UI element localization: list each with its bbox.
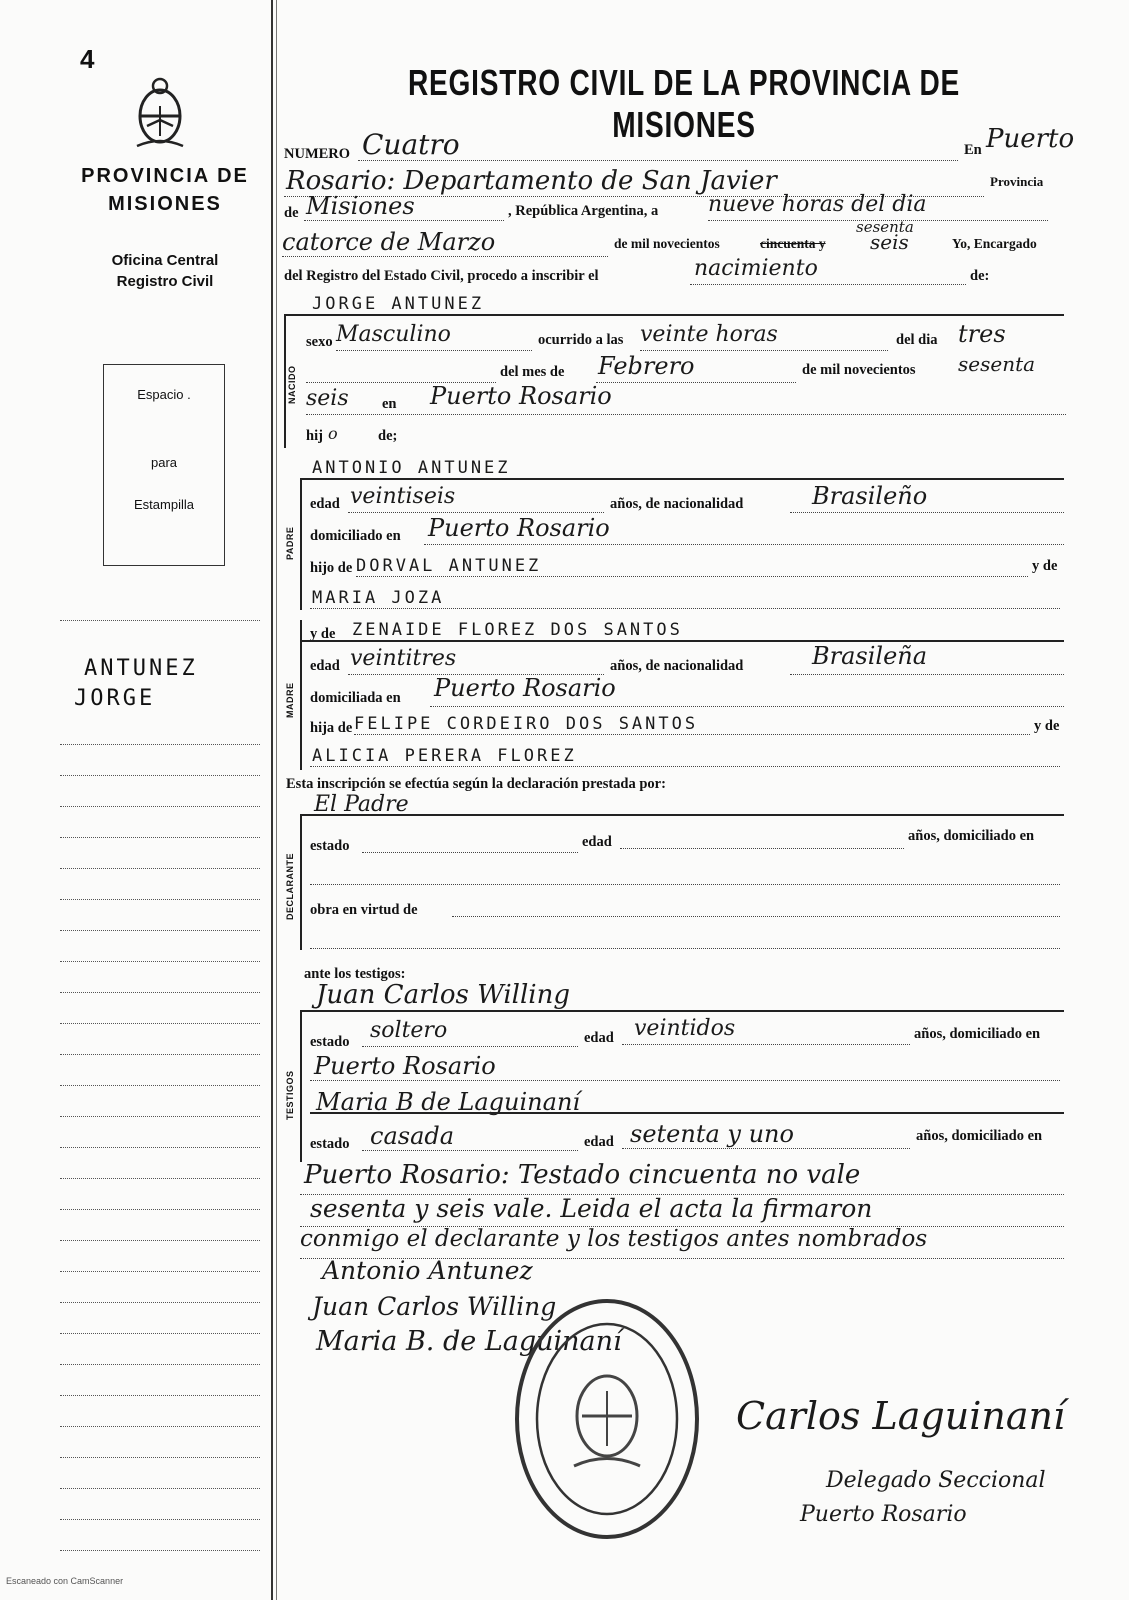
padre-section-label: PADRE: [285, 526, 295, 560]
margin-line: [60, 1023, 260, 1024]
obra-label: obra en virtud de: [310, 902, 418, 918]
officer-signature: Carlos Laguinaní: [736, 1394, 1066, 1438]
margin-line: [60, 1395, 260, 1396]
margin-line: [60, 899, 260, 900]
lugar-value: Puerto Rosario: [430, 382, 612, 410]
madre-edad-label: edad: [310, 658, 340, 674]
margin-line: [60, 1364, 260, 1365]
padre-anios-label: años, de nacionalidad: [610, 496, 744, 512]
numero-value: Cuatro: [362, 128, 460, 161]
sexo-value: Masculino: [336, 322, 451, 347]
margin-line: [60, 1550, 260, 1551]
t2-edad-label: edad: [584, 1134, 614, 1150]
stamp-box-text: para: [150, 455, 178, 470]
acto-value: nacimiento: [694, 256, 818, 281]
t2-estado-value: casada: [370, 1122, 455, 1150]
margin-line: [60, 1147, 260, 1148]
officer-place: Puerto Rosario: [800, 1502, 967, 1527]
dia-value: catorce de Marzo: [282, 228, 496, 256]
declaracion-text: Esta inscripción se efectúa según la declaración prestada por:: [286, 776, 666, 792]
dia-label: del dia: [896, 332, 938, 348]
officer-title: Delegado Seccional: [826, 1468, 1046, 1493]
madre-hija-de-value: FELIPE CORDEIRO DOS SANTOS: [354, 714, 699, 734]
nacido-anio2-value: seis: [306, 386, 349, 411]
margin-line: [60, 1054, 260, 1055]
de-label: de: [284, 205, 299, 221]
margin-line: [60, 1178, 260, 1179]
official-seal-icon: [512, 1296, 702, 1542]
en-value: Puerto: [986, 124, 1075, 154]
nacido-name: JORGE ANTUNEZ: [312, 294, 485, 314]
sesenta-insert: sesenta: [856, 218, 914, 236]
del-registro-label: del Registro del Estado Civil, procedo a inscribir el: [284, 268, 599, 284]
anio-value: seis: [870, 230, 909, 254]
place-value: Rosario: Departamento de San Javier: [286, 166, 777, 196]
declaracion-value: El Padre: [314, 792, 409, 817]
hijo-suffix: o: [328, 424, 338, 443]
margin-line: [60, 744, 260, 745]
mes-value: Febrero: [598, 352, 695, 380]
padre-domicilio-value: Puerto Rosario: [428, 514, 610, 542]
stamp-box-text: Espacio .: [137, 387, 191, 402]
t1-edad-value: veintidos: [634, 1016, 736, 1041]
note-line: sesenta y seis vale. Leida el acta la firmaron: [310, 1194, 873, 1223]
testigo1-name: Juan Carlos Willing: [316, 980, 570, 1010]
mes-label: del mes de: [500, 364, 565, 380]
yo-label: Yo, Encargado: [952, 236, 1037, 251]
margin-note-line: JORGE: [74, 686, 156, 711]
t1-estado-label: estado: [310, 1034, 350, 1050]
nacido-hora-value: veinte horas: [640, 322, 778, 347]
madre-domicilio-value: Puerto Rosario: [434, 674, 616, 702]
margin-line: [60, 930, 260, 931]
signature: Juan Carlos Willing: [312, 1292, 557, 1321]
margin-line: [60, 1519, 260, 1520]
nacido-en-label: en: [382, 396, 397, 412]
scanner-watermark: Escaneado con CamScanner: [6, 1576, 124, 1586]
margin-line: [60, 806, 260, 807]
margin-note-line: ANTUNEZ: [84, 656, 198, 681]
nacido-de-label: de;: [378, 428, 398, 444]
t1-edad-label: edad: [584, 1030, 614, 1046]
note-line: Puerto Rosario: Testado cincuenta no vale: [304, 1160, 861, 1190]
madre-name: ZENAIDE FLOREZ DOS SANTOS: [352, 620, 683, 640]
stamp-box-text: Estampilla: [134, 497, 194, 512]
margin-line: [60, 992, 260, 993]
margin-line: [60, 1085, 260, 1086]
coat-of-arms-icon: [133, 76, 187, 150]
margin-line: [60, 961, 260, 962]
hijo-label: hij: [306, 428, 323, 444]
declarante-edad-label: edad: [582, 834, 612, 850]
signature: Antonio Antunez: [322, 1256, 533, 1285]
padre-hijo-de-label: hijo de: [310, 560, 353, 576]
padre-domicilio-label: domiciliado en: [310, 528, 401, 544]
numero-label: NUMERO: [284, 146, 351, 162]
nacido-dia-value: tres: [958, 320, 1006, 348]
nacido-anio-value: sesenta: [958, 352, 1036, 376]
mil-label: de mil novecientos: [614, 236, 720, 251]
margin-line: [60, 1457, 260, 1458]
margin-line: [60, 1488, 260, 1489]
hora-value: nueve horas del dia: [708, 192, 927, 217]
republica-label: , República Argentina, a: [508, 203, 659, 219]
padre-yde-label: y de: [1032, 558, 1058, 574]
provincia-label: Provincia: [990, 174, 1044, 189]
testigos-section-label: TESTIGOS: [285, 1070, 295, 1120]
testigo2-name: Maria B de Laguinaní: [316, 1088, 581, 1116]
margin-divider-inner: [276, 0, 277, 1600]
margin-line: [60, 1271, 260, 1272]
province-label: PROVINCIA DE MISIONES: [81, 165, 249, 215]
stamp-box: [103, 364, 225, 566]
office-line: Registro Civil: [116, 273, 214, 290]
note-line: conmigo el declarante y los testigos antes nombrados: [300, 1226, 928, 1252]
margin-line: [60, 1116, 260, 1117]
declarante-estado-label: estado: [310, 838, 350, 854]
t1-estado-value: soltero: [370, 1018, 448, 1043]
margin-line: [60, 1240, 260, 1241]
madre-yde-label: y de: [310, 626, 336, 642]
office-label: [60, 250, 270, 292]
margin-line: [60, 1302, 260, 1303]
margin-line: [60, 1333, 260, 1334]
madre-section-label: MADRE: [285, 682, 295, 718]
signature: Maria B. de Laguinaní: [316, 1326, 622, 1357]
office-line: Oficina Central: [111, 252, 219, 269]
ocurrido-label: ocurrido a las: [538, 332, 624, 348]
sexo-label: sexo: [306, 334, 333, 350]
madre-nacionalidad-value: Brasileña: [812, 642, 928, 670]
padre-edad-label: edad: [310, 496, 340, 512]
nacido-mil-label: de mil novecientos: [802, 362, 916, 378]
margin-line: [60, 868, 260, 869]
margin-line: [60, 775, 260, 776]
madre-anios-label: años, de nacionalidad: [610, 658, 744, 674]
cincuenta-label: cincuenta y: [760, 236, 826, 251]
en-label: En: [964, 142, 982, 158]
madre-edad-value: veintitres: [350, 646, 457, 671]
padre-edad-value: veintiseis: [350, 484, 456, 509]
padre-hijo-de-value: DORVAL ANTUNEZ: [356, 556, 542, 576]
page-title: REGISTRO CIVIL DE LA PROVINCIA DE MISIONES: [407, 62, 961, 145]
margin-line: [60, 1426, 260, 1427]
t1-domicilio-value: Puerto Rosario: [314, 1052, 496, 1080]
margin-line: [60, 1209, 260, 1210]
margin-divider: [271, 0, 273, 1600]
page-number: 4: [80, 44, 95, 74]
de2-label: de:: [970, 268, 990, 284]
margin-line: [60, 837, 260, 838]
nacido-section-label: NACIDO: [287, 365, 297, 404]
madre-yde2-label: y de: [1034, 718, 1060, 734]
padre-name: ANTONIO ANTUNEZ: [312, 458, 511, 478]
provincia-value: Misiones: [306, 192, 415, 220]
declarante-anios-label: años, domiciliado en: [908, 828, 1035, 844]
padre-nacionalidad-value: Brasileño: [812, 482, 928, 510]
madre-hija-de-label: hija de: [310, 720, 353, 736]
t2-anios-label: años, domiciliado en: [916, 1128, 1043, 1144]
madre-domicilio-label: domiciliada en: [310, 690, 401, 706]
margin-line: [60, 620, 260, 621]
margin-note: [74, 654, 198, 714]
declarante-section-label: DECLARANTE: [285, 853, 295, 920]
t1-anios-label: años, domiciliado en: [914, 1026, 1041, 1042]
padre-madre-de-value: MARIA JOZA: [312, 588, 445, 608]
t2-estado-label: estado: [310, 1136, 350, 1152]
testigos-intro: ante los testigos:: [304, 966, 406, 982]
madre-madre-de-value: ALICIA PERERA FLOREZ: [312, 746, 577, 766]
t2-edad-value: setenta y uno: [630, 1120, 794, 1148]
